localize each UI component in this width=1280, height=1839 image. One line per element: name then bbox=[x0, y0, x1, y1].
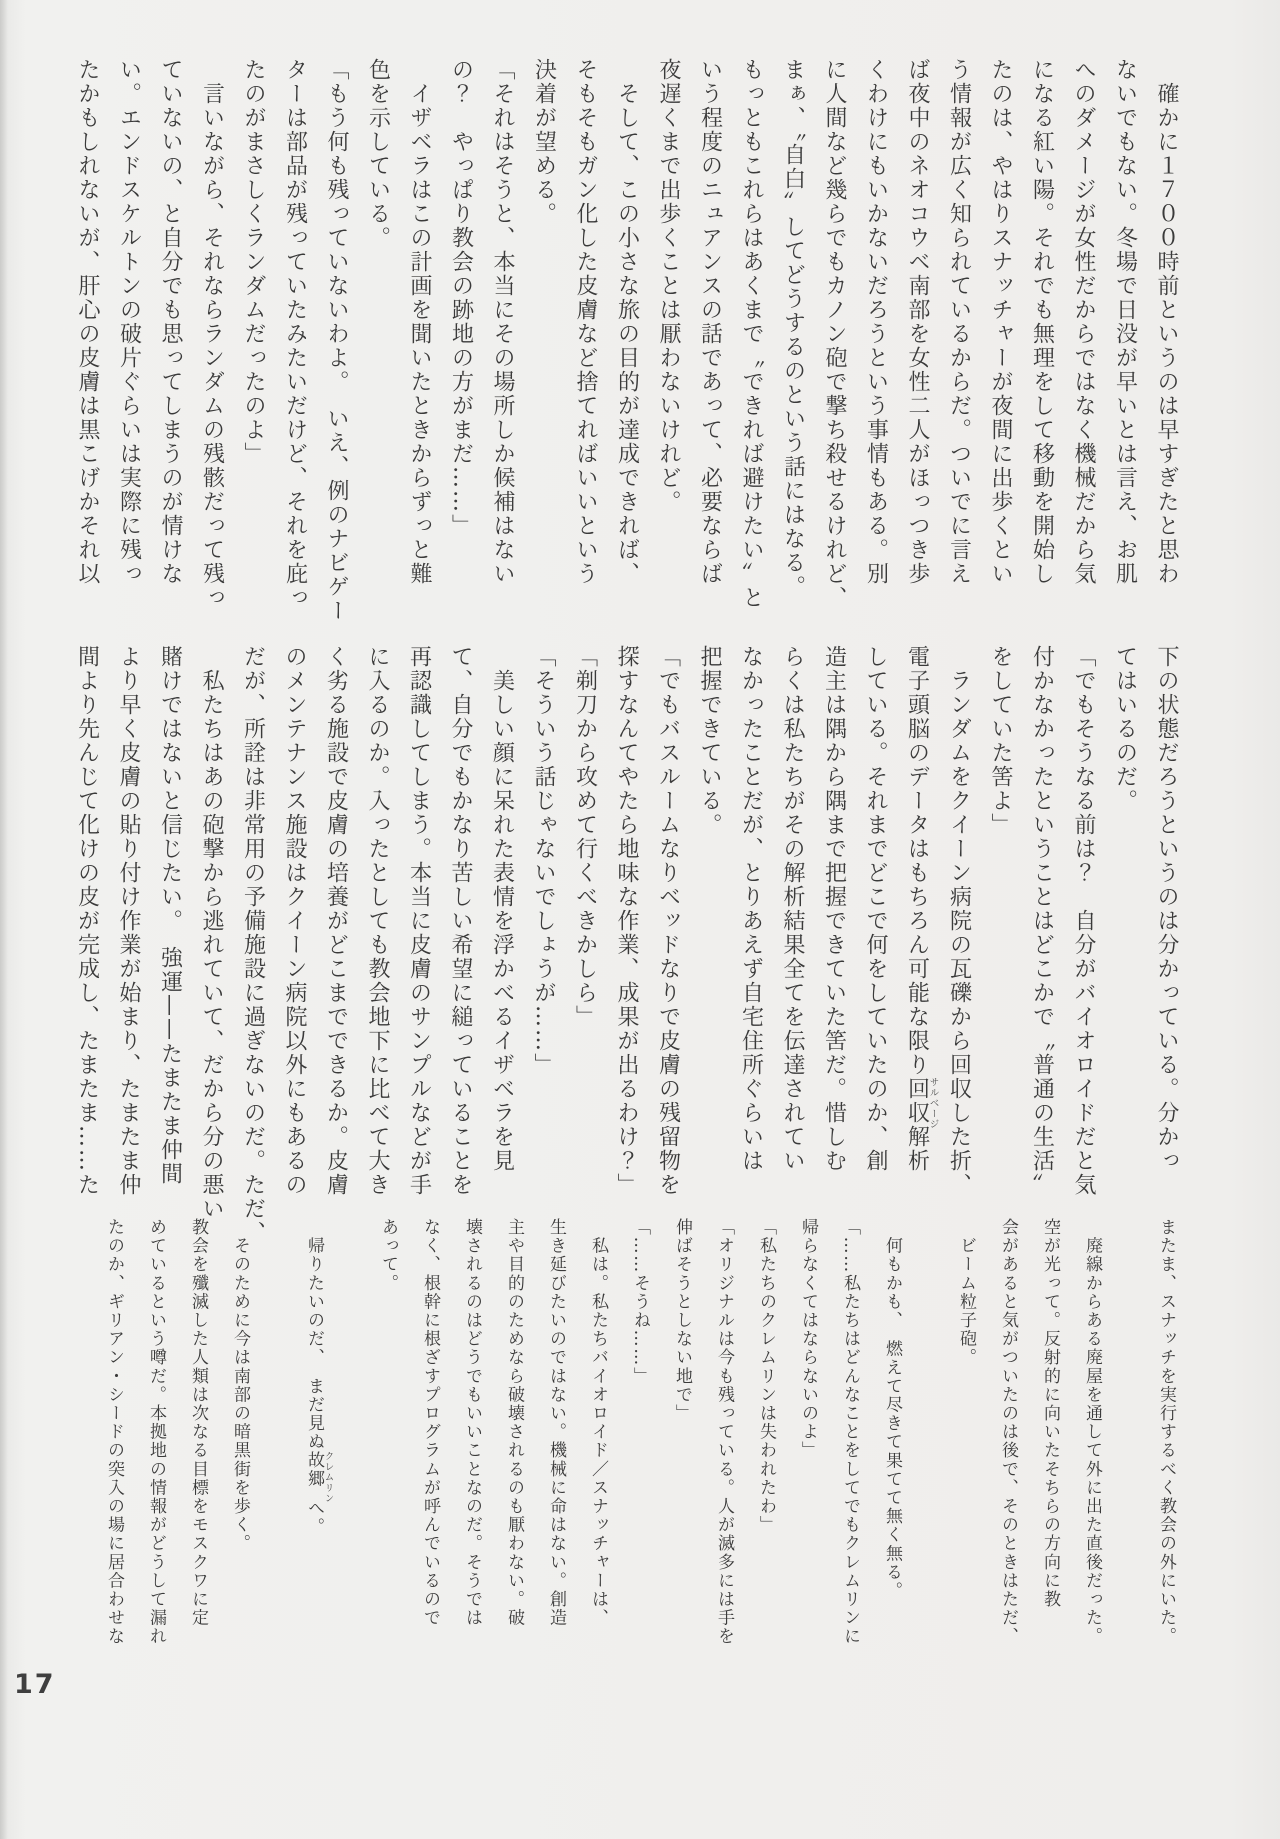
text-column: より早く皮膚の貼り付け作業が始まり、たまたま仲 bbox=[116, 645, 141, 1197]
text-column: 決着が望める。 bbox=[531, 58, 557, 226]
text-column: 私たちはあの砲撃から逃れていて、だから分の悪い bbox=[199, 645, 224, 1221]
text-column: 下の状態だろうというのは分かっている。分かっ bbox=[1154, 645, 1179, 1173]
text-column: う情報が広く知られているからだ。ついでに言え bbox=[946, 58, 972, 586]
text-block-middle bbox=[66, 645, 1187, 1245]
text-column: もっともこれらはあくまで〝できれば避けたい〟と bbox=[739, 58, 764, 610]
text-column: またま、スナッチを実行するべく教会の外にいた。 bbox=[1156, 1218, 1176, 1646]
text-column: の？ やっぱり教会の跡地の方がまだ……」 bbox=[448, 58, 474, 538]
text-column: へのダメージが女性だからではなく機械だから気 bbox=[1071, 58, 1096, 586]
text-column: ターは部品が残っていたみたいだけど、それを庇っ bbox=[282, 58, 308, 610]
text-column: ビーム粒子砲。 bbox=[956, 1218, 976, 1367]
text-column: 探すなんてやたら地味な作業、成果が出るわけ？」 bbox=[614, 645, 639, 1197]
text-column: 壊されるのはどうでもいいことなのだ。そうでは bbox=[462, 1218, 482, 1628]
text-column: 「剃刀から攻めて行くべきかしら」 bbox=[572, 645, 598, 1029]
text-column: 「……そうね……」 bbox=[630, 1218, 650, 1386]
text-column: 間より先んじて化けの皮が完成し、たまたま……た bbox=[74, 645, 100, 1197]
text-column: く劣る施設で皮膚の培養がどこまでできるか。皮膚 bbox=[323, 645, 349, 1197]
text-column: 主や目的のためなら破壊されるのも厭わない。破 bbox=[504, 1218, 524, 1628]
text-column: ていないの、と自分でも思ってしまうのが情けな bbox=[158, 58, 183, 586]
text-column: している。それまでどこで何をしていたのか、創 bbox=[863, 645, 888, 1173]
text-column: 何もかも、 燃えて尽きて果てて無く無る。 bbox=[882, 1218, 902, 1601]
text-column: 「そういう話じゃないでしょうが……」 bbox=[531, 645, 556, 1077]
text-column: い。エンドスケルトンの破片ぐらいは実際に残っ bbox=[116, 58, 142, 586]
text-column: くわけにもいかないだろうという事情もある。別 bbox=[863, 58, 889, 586]
text-column: 「でもバスルームなりベッドなりで皮膚の残留物を bbox=[655, 645, 681, 1197]
text-column: て、自分でもかなり苦しい希望に縋っていることを bbox=[448, 645, 473, 1197]
text-column: 「でもそうなる前は？ 自分がバイオロイドだと気 bbox=[1071, 645, 1096, 1197]
furigana-annotated-word: 故郷クレムリン bbox=[304, 1451, 334, 1504]
text-column: イザベラはこの計画を聞いたときからずっと難 bbox=[407, 58, 432, 586]
furigana-annotated-word: 回収解析サルベージ bbox=[904, 1077, 939, 1173]
page-number: 17 bbox=[14, 1669, 56, 1700]
text-column: 夜遅くまで出歩くことは厭わないけれど。 bbox=[656, 58, 681, 514]
text-column: てはいるのだ。 bbox=[1112, 645, 1138, 813]
text-column: のメンテナンス施設はクイーン病院以外にもあるの bbox=[282, 645, 307, 1197]
text-column: 賭けではないと信じたい。 強運——たまたま仲間 bbox=[157, 645, 183, 1186]
text-column: なく、根幹に根ざすプログラムが呼んでいるので bbox=[420, 1218, 440, 1628]
text-column: 把握できている。 bbox=[697, 645, 722, 837]
text-column: たのがまさしくランダムだったのよ」 bbox=[241, 58, 266, 466]
text-column: 会があると気がついたのは後で、そのときはただ、 bbox=[998, 1218, 1018, 1646]
text-column: に入るのか。入ったとしても教会地下に比べて大き bbox=[365, 645, 390, 1197]
text-column: 造主は隅から隅まで把握できていた筈だ。惜しむ bbox=[821, 645, 847, 1173]
text-column: 電子頭脳のデータはもちろん可能な限り回収解析サルベージ bbox=[904, 645, 939, 1173]
text-column: 付かなかったということはどこかで〝普通の生活〟 bbox=[1029, 645, 1055, 1197]
text-column: めているという噂だ。本拠地の情報がどうして漏れ bbox=[146, 1218, 166, 1646]
text-column: たかもしれないが、肝心の皮膚は黒こげかそれ以 bbox=[75, 58, 100, 586]
text-column: たのか、ギリアン・シードの突入の場に居合わせな bbox=[104, 1218, 124, 1646]
text-column: 生き延びたいのではない。機械に命はない。創造 bbox=[546, 1218, 566, 1628]
text-column: 「私たちのクレムリンは失われたわ」 bbox=[756, 1218, 776, 1535]
text-column: ランダムをクイーン病院の瓦礫から回収した折、 bbox=[946, 645, 972, 1197]
text-column: ば夜中のネオコウベ南部を女性二人がほっつき歩 bbox=[905, 58, 930, 586]
text-column: 教会を殲滅した人類は次なる目標をモスクワに定 bbox=[188, 1218, 208, 1628]
text-column: 「もう何も残っていないわよ。 いえ、例のナビゲー bbox=[324, 58, 349, 623]
text-column: 美しい顔に呆れた表情を浮かべるイザベラを見 bbox=[489, 645, 515, 1173]
text-column: 再認識してしまう。本当に皮膚のサンプルなどが手 bbox=[406, 645, 432, 1197]
text-column: になる紅い陽。それでも無理をして移動を開始し bbox=[1029, 58, 1055, 586]
text-column: そもそもガン化した皮膚など捨てればいいという bbox=[573, 58, 598, 586]
text-column: 廃線からある廃屋を通して外に出た直後だった。 bbox=[1082, 1218, 1102, 1646]
text-column: 言いながら、それならランダムの残骸だって残っ bbox=[199, 58, 225, 610]
text-column: あって。 bbox=[378, 1218, 398, 1293]
text-block-top bbox=[67, 58, 1188, 623]
text-column: 「それはそうと、本当にその場所しか候補はない bbox=[490, 58, 515, 586]
text-column: 「……私たちはどんなことをしてでもクレムリンに bbox=[840, 1218, 860, 1646]
text-column: をしていた筈よ」 bbox=[988, 645, 1013, 837]
text-block-bottom bbox=[93, 1218, 1187, 1656]
text-column: 確かに１７００時前というのは早すぎたと思わ bbox=[1154, 58, 1179, 586]
text-column: なかったことだが、とりあえず自宅住所ぐらいは bbox=[738, 645, 764, 1173]
text-column: ないでもない。冬場で日没が早いとは言え、お肌 bbox=[1112, 58, 1138, 586]
text-column: 伸ばそうとしない地で」 bbox=[672, 1218, 692, 1423]
text-column: そして、この小さな旅の目的が達成できれば、 bbox=[614, 58, 640, 586]
text-column: たのは、やはりスナッチャーが夜間に出歩くとい bbox=[988, 58, 1013, 586]
text-column: まぁ、〝自白〟してどうするのという話にはなる。 bbox=[780, 58, 806, 599]
text-column: そのために今は南部の暗黒街を歩く。 bbox=[230, 1218, 250, 1553]
text-column: 色を示している。 bbox=[365, 58, 391, 250]
text-column: に人間など幾らでもカノン砲で撃ち殺せるけれど、 bbox=[822, 58, 847, 610]
text-column: 私は。私たちバイオロイド／スナッチャーは、 bbox=[588, 1218, 608, 1628]
text-column: 「オリジナルは今も残っている。人が滅多には手を bbox=[714, 1218, 734, 1646]
text-column: だが、所詮は非常用の予備施設に過ぎないのだ。ただ、 bbox=[240, 645, 266, 1245]
text-column: 帰らなくてはならないのよ」 bbox=[798, 1218, 818, 1460]
text-column: らくは私たちがその解析結果全てを伝達されてい bbox=[780, 645, 805, 1173]
text-column: 帰りたいのだ、 まだ見ぬ故郷クレムリンへ。 bbox=[304, 1218, 334, 1537]
text-column: 空が光って。反射的に向いたそちらの方向に教 bbox=[1040, 1218, 1060, 1609]
text-column: いう程度のニュアンスの話であって、必要ならば bbox=[697, 58, 723, 586]
